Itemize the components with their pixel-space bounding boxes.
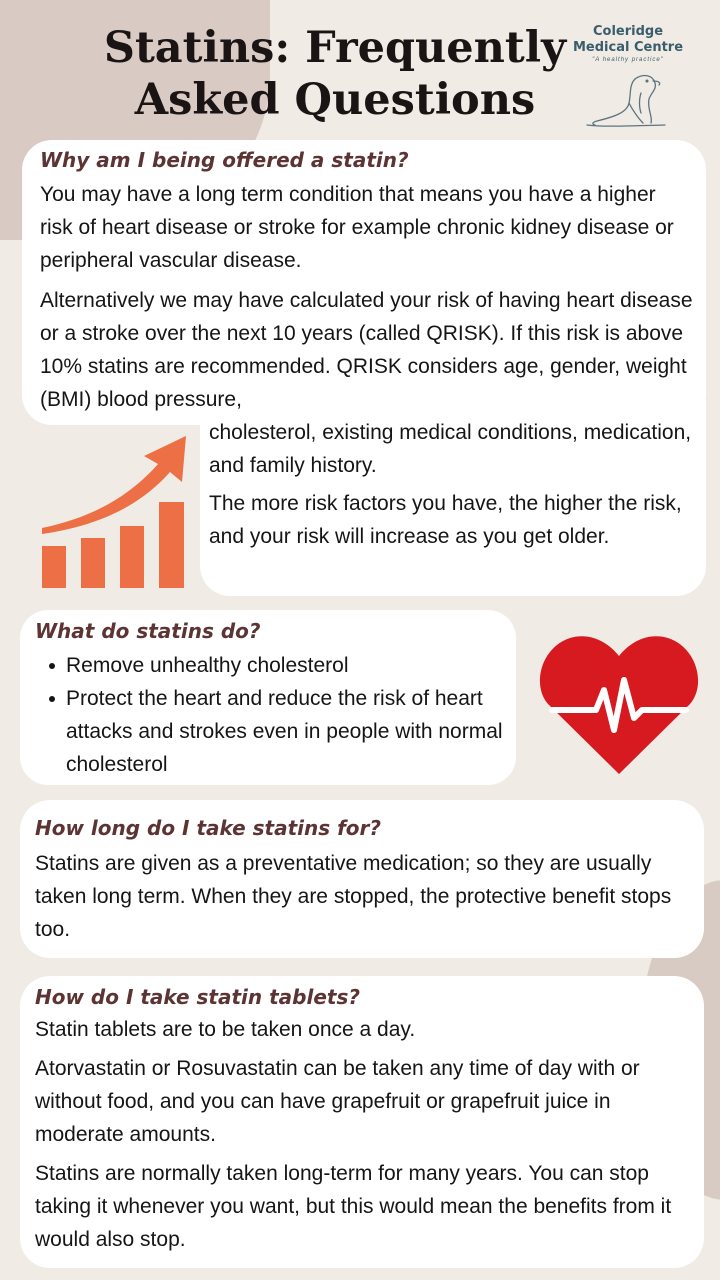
heartbeat-icon: [538, 634, 700, 776]
answer-paragraph: cholesterol, existing medical conditions, medication, and family history.: [209, 421, 692, 477]
answer-paragraph: Statins are normally taken long-term for many years. You can stop taking it whenever you want, but this would mean the benefits from it would also stop.: [35, 1162, 672, 1251]
question-heading: How do I take statin tablets?: [35, 985, 360, 1009]
bullet-item: Remove unhealthy cholesterol: [36, 649, 506, 682]
answer-paragraph: Statin tablets are to be taken once a day.: [35, 1018, 416, 1041]
answer-paragraph: Statins are given as a preventative medication; so they are usually taken long term. When they are stopped, the protective benefit stops too.: [35, 852, 672, 941]
page-title: [100, 22, 570, 126]
logo-tagline: "A healthy practice": [592, 57, 664, 63]
bullet-item: Protect the heart and reduce the risk of heart attacks and strokes even in people with normal cholesterol: [36, 682, 506, 781]
answer-paragraph: You may have a long term condition that means you have a higher risk of heart disease or stroke for example chronic kidney disease or peripheral vascular disease.: [40, 183, 674, 272]
logo-name-line-1: Coleridge: [592, 24, 664, 39]
question-heading: Why am I being offered a statin?: [40, 148, 409, 172]
question-heading: How long do I take statins for?: [35, 816, 382, 840]
bullet-list: [36, 649, 506, 781]
logo-name-line-2: Medical Centre: [572, 40, 684, 55]
practice-logo: [572, 24, 684, 131]
otter-icon: [583, 69, 673, 131]
answer-paragraph: The more risk factors you have, the higher the risk, and your risk will increase as you get older.: [209, 492, 682, 548]
question-heading: What do statins do?: [35, 619, 261, 643]
answer-paragraph: Atorvastatin or Rosuvastatin can be taken any time of day with or without food, and you can have grapefruit or grapefruit juice in moderate amounts.: [35, 1057, 640, 1146]
answer-paragraph: Alternatively we may have calculated your risk of having heart disease or a stroke over the next 10 years (called QRISK). If this risk is above 10% statins are recommended. QRISK considers age, gender, weight (BMI) blood pressure,: [40, 289, 693, 411]
rising-chart-icon: [40, 432, 190, 590]
page-title-line-2: Asked Questions: [134, 75, 536, 125]
page-title-line-1: Statins: Frequently: [103, 23, 567, 73]
